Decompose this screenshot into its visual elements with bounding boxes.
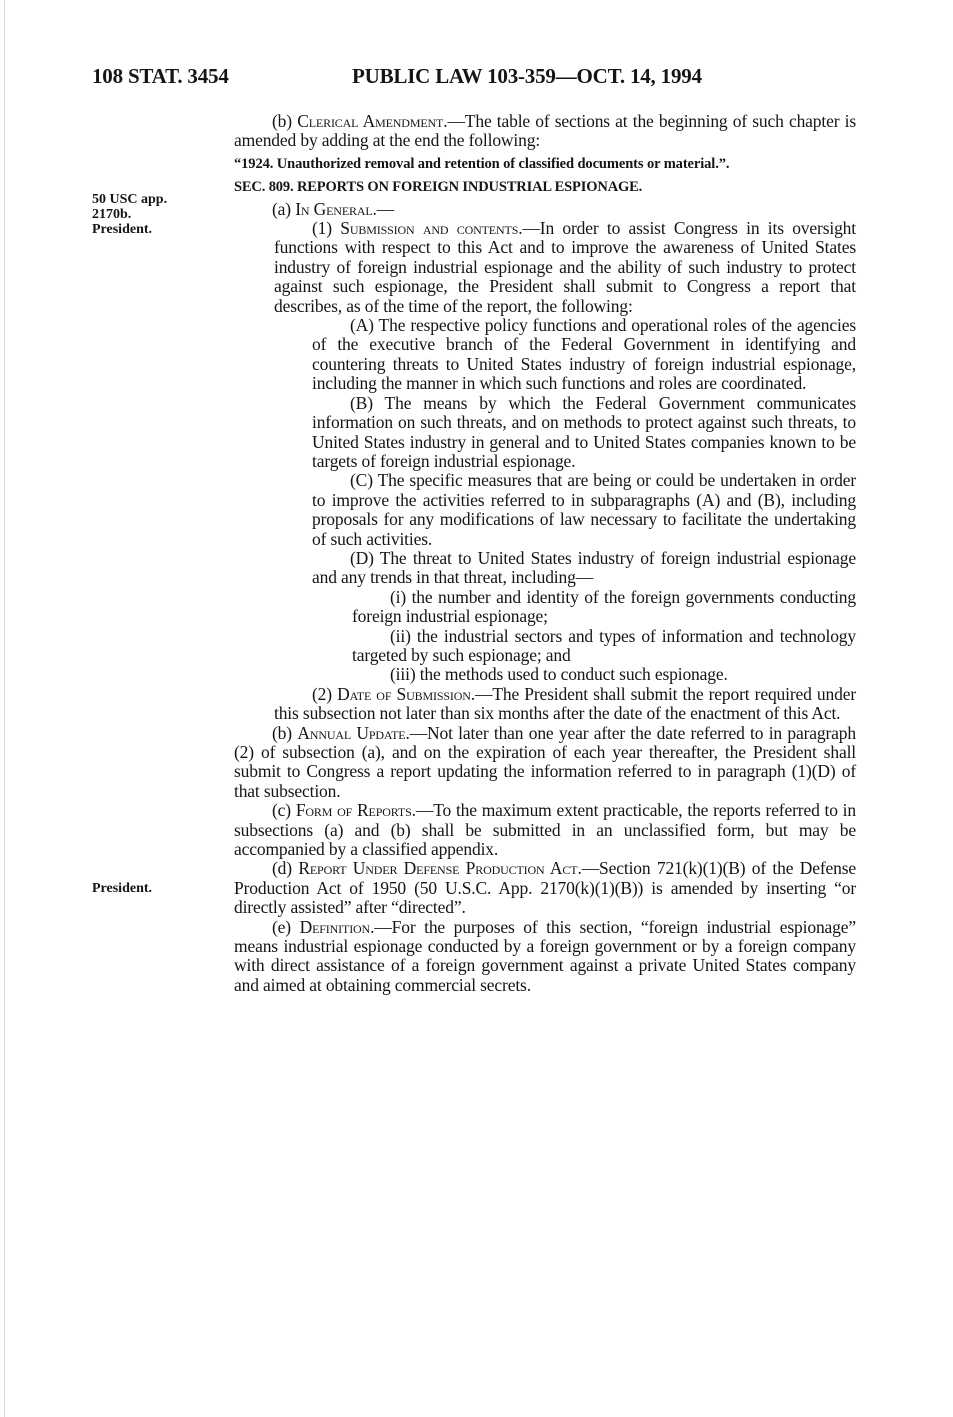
page-header xyxy=(92,64,892,98)
clerical-text: —The table of sections at the beginning of such chapter is amended by adding at the end the following: xyxy=(234,111,857,151)
clause-iii: (iii) the methods used to conduct such espionage. xyxy=(390,664,728,685)
paragraph-a1 xyxy=(234,219,856,316)
paragraph-a2-heading: Date of Submission. xyxy=(337,683,475,704)
paragraph-a1-text: —In order to assist Congress in its oversight functions with respect to this Act and to improve the awareness of United States industry of foreign industrial espionage and the ability of such industry to protect against such espionage, the President shall submit to Congress a report that describes, as of the time of the report, the following: xyxy=(274,218,856,316)
subparagraph-B: (B) The means by which the Federal Government communicates information on such threats, and on methods to protect against such threats, to United States industry in general and to United States companies known to be targets of foreign industrial espionage. xyxy=(312,392,856,471)
subsection-d-text: —Section 721(k)(1)(B) of the Defense Production Act of 1950 (50 U.S.C. App. 2170(k)(1)(B)) is amended by inserting “or directly assisted” after “directed”. xyxy=(234,858,857,918)
subsection-d-label: (d) xyxy=(272,858,292,879)
stat-page-number: 108 STAT. 3454 xyxy=(92,64,229,88)
amendment-line: “1924. Unauthorized removal and retention of classified documents or material.”. xyxy=(234,155,730,172)
subsection-a-title: In General. xyxy=(295,198,377,219)
paragraph-a2 xyxy=(234,685,856,724)
margin-note-president-a: President. xyxy=(92,222,153,237)
subsection-e xyxy=(234,918,856,996)
margin-note-usc-line1: 50 USC app. xyxy=(92,192,168,207)
clerical-amendment-paragraph xyxy=(234,112,856,151)
paragraph-a1-label: (1) xyxy=(312,218,332,239)
subparagraph-D: (D) The threat to United States industry of foreign industrial espionage and any trends in that threat, including— xyxy=(312,547,856,588)
subsection-b-text: —Not later than one year after the date referred to in paragraph (2) of subsection (a), and on the expiration of each year thereafter, the President shall submit to Congress a report updating the information referred to in paragraph (1)(D) of that subsection. xyxy=(234,722,856,801)
subsection-a-heading xyxy=(234,200,856,219)
margin-note-usc xyxy=(92,192,212,237)
scan-edge-rule xyxy=(4,0,5,1417)
public-law-title: PUBLIC LAW 103-359—OCT. 14, 1994 xyxy=(352,64,702,88)
paragraph-a2-label: (2) xyxy=(312,683,332,704)
subsection-e-text: —For the purposes of this section, “foreign industrial espionage” means industrial espionage conducted by a foreign government or by a foreign company with direct assistance of a foreign government against a private United States company and aimed at obtaining commercial secrets. xyxy=(234,916,857,995)
subsection-b-label: (b) xyxy=(272,722,292,743)
subsection-e-label: (e) xyxy=(272,916,291,937)
subsection-d-heading: Report Under Defense Production Act. xyxy=(298,858,582,879)
subsection-c-heading: Form of Reports. xyxy=(295,800,416,821)
subparagraph-C: (C) The specific measures that are being or could be undertaken in order to improve the activities referred to in subparagraphs (A) and (B), including proposals for any modifications of law necessary to facilitate the undertaking of such activities. xyxy=(312,470,856,549)
subsection-c-text: —To the maximum extent practicable, the reports referred to in subsections (a) and (b) shall be submitted in an unclassified form, but may be accompanied by a classified appendix. xyxy=(234,800,856,860)
clause-ii: (ii) the industrial sectors and types of information and technology targeted by such espionage; and xyxy=(352,625,856,665)
margin-note-president-b: President. xyxy=(92,881,153,896)
subsection-d xyxy=(234,859,856,917)
paragraph-a2-text: —The President shall submit the report required under this subsection not later than six months after the date of the enactment of this Act. xyxy=(274,683,856,724)
clause-i: (i) the number and identity of the foreign governments conducting foreign industrial espionage; xyxy=(352,586,856,627)
paragraph-a1-heading: Submission and contents. xyxy=(340,218,523,239)
subsection-a-label: (a) xyxy=(272,198,291,219)
subsection-e-heading: Definition. xyxy=(299,916,375,937)
subsection-b-heading: Annual Update. xyxy=(297,722,410,743)
clerical-heading: Clerical Amendment. xyxy=(297,111,448,131)
subsection-c xyxy=(234,801,856,859)
clerical-label: (b) xyxy=(272,111,292,131)
document-body xyxy=(234,112,856,995)
section-heading: SEC. 809. REPORTS ON FOREIGN INDUSTRIAL ESPIONAGE. xyxy=(234,179,643,196)
subsection-a-dash: — xyxy=(376,198,395,219)
subsection-b xyxy=(234,724,856,802)
subsection-c-label: (c) xyxy=(272,800,291,821)
subparagraph-A: (A) The respective policy functions and operational roles of the agencies of the executive branch of the Federal Government in identifying and countering threats to United States industry of foreign industrial espionage, including the manner in which such functions and roles are coordinated. xyxy=(312,315,856,394)
margin-note-usc-line2: 2170b. xyxy=(92,207,132,222)
